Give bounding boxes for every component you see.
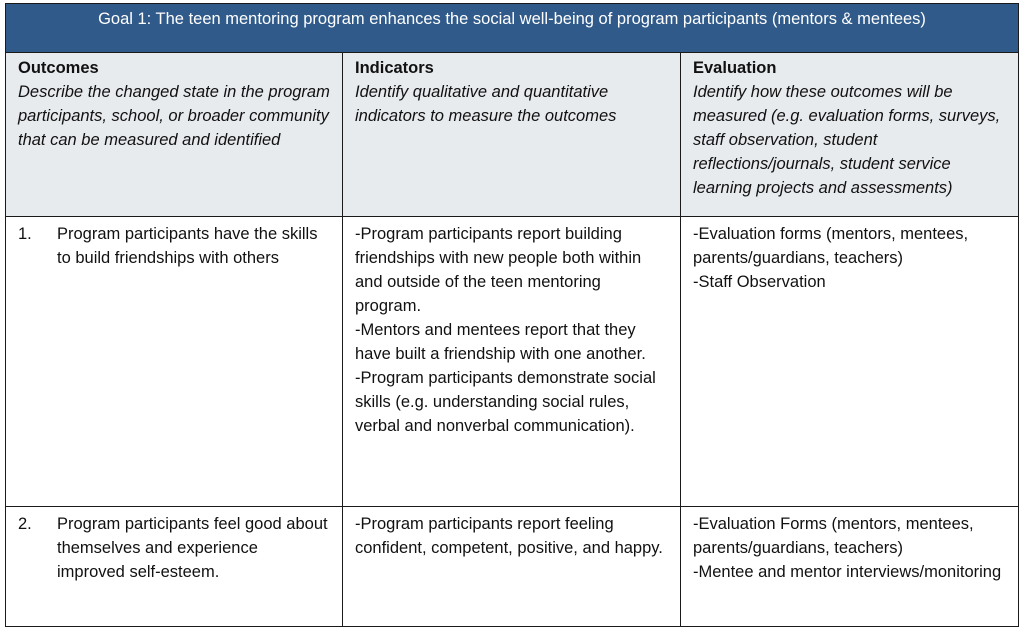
evaluation-item: -Staff Observation [693, 273, 826, 291]
outcomes-header-description: Describe the changed state in the program participants, school, or broader community that can be measured and identified [18, 83, 330, 149]
indicators-header-description: Identify qualitative and quantitative indicators to measure the outcomes [355, 83, 617, 125]
indicators-header-title: Indicators [355, 59, 434, 77]
evaluation-header-cell [681, 53, 1019, 217]
goal-outcomes-table [5, 3, 1019, 627]
column-header-row [6, 53, 1019, 217]
indicator-item: -Program participants demonstrate social skills (e.g. understanding social rules, verbal and nonverbal communication). [355, 369, 656, 435]
outcome-number: 2. [18, 515, 32, 533]
outcomes-header-title: Outcomes [18, 59, 99, 77]
indicators-cell [343, 507, 681, 627]
outcome-text: Program participants have the skills to build friendships with others [57, 225, 318, 267]
indicator-item: -Program participants report building friendships with new people both within and outside of the teen mentoring program. [355, 225, 642, 315]
evaluation-cell [681, 217, 1019, 507]
outcome-text: Program participants feel good about themselves and experience improved self-esteem. [57, 515, 328, 581]
outcome-number: 1. [18, 225, 32, 243]
table-row [6, 507, 1019, 627]
evaluation-header-title: Evaluation [693, 59, 777, 77]
evaluation-item: -Mentee and mentor interviews/monitoring [693, 563, 1002, 581]
evaluation-header-description: Identify how these outcomes will be measured (e.g. evaluation forms, surveys, staff observation, student reflections/journals, student service learning projects and assessments) [693, 83, 1001, 197]
evaluation-cell [681, 507, 1019, 627]
evaluation-item: -Evaluation forms (mentors, mentees, parents/guardians, teachers) [693, 225, 969, 267]
indicators-cell [343, 217, 681, 507]
goal-header-row [6, 4, 1019, 53]
evaluation-item: -Evaluation Forms (mentors, mentees, parents/guardians, teachers) [693, 515, 974, 557]
table-row [6, 217, 1019, 507]
outcome-cell [6, 507, 343, 627]
outcomes-header-cell [6, 53, 343, 217]
indicator-item: -Program participants report feeling confident, competent, positive, and happy. [355, 515, 663, 557]
outcome-cell [6, 217, 343, 507]
indicators-header-cell [343, 53, 681, 217]
logic-model-document [5, 3, 1018, 623]
goal-title: Goal 1: The teen mentoring program enhances the social well-being of program participants (mentors & mentees) [6, 4, 1019, 53]
indicator-item: -Mentors and mentees report that they have built a friendship with one another. [355, 321, 646, 363]
